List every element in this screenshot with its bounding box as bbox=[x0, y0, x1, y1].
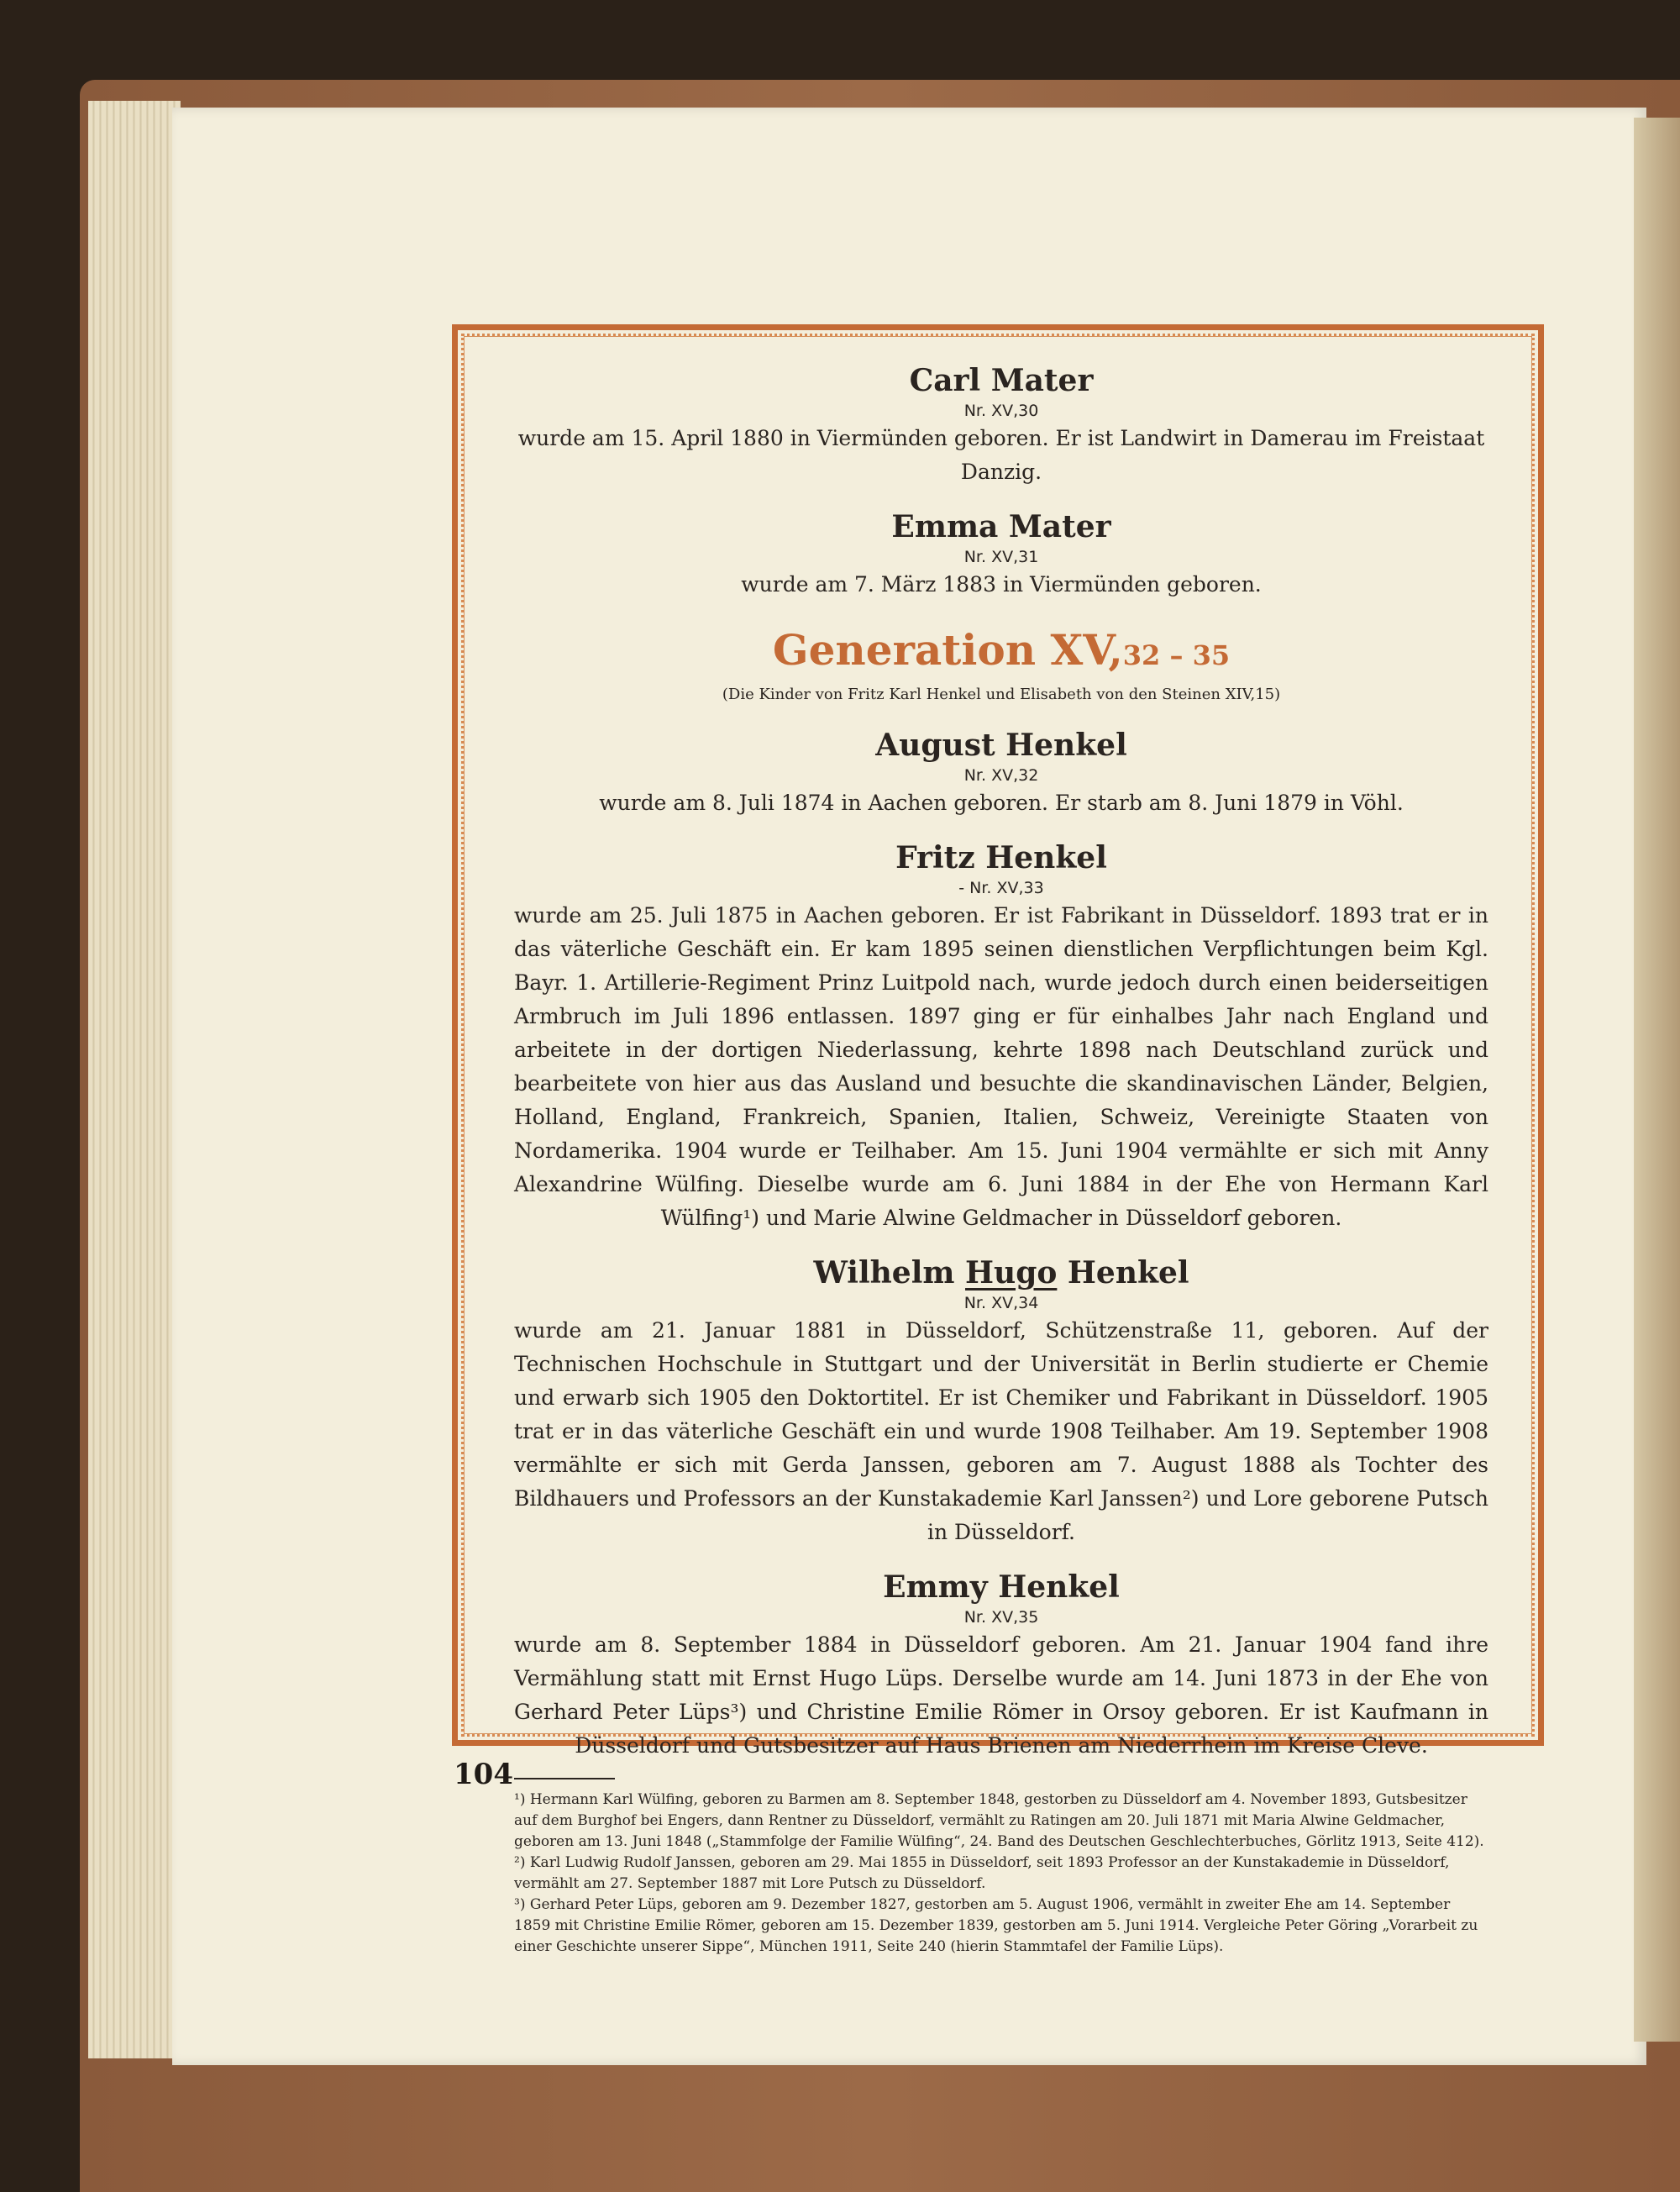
page-gutter bbox=[1634, 118, 1680, 2042]
entry-name: Carl Mater bbox=[909, 363, 1094, 398]
entry-number: Nr. XV,31 bbox=[963, 548, 1039, 566]
footnote-mark: ¹) bbox=[514, 1791, 526, 1808]
generation-heading bbox=[514, 623, 1488, 682]
footnote-mark: ³) bbox=[514, 1896, 526, 1913]
entry-text: wurde am 8. Juli 1874 in Aachen geboren. Er starb am 8. Juni 1879 in Vöhl. bbox=[599, 791, 1404, 815]
footnote bbox=[514, 1895, 1488, 1958]
entry-text: wurde am 15. April 1880 in Viermünden geboren. Er ist Landwirt in Damerau im Freistaat Danzig. bbox=[517, 426, 1485, 484]
entry-name: Fritz Henkel bbox=[895, 840, 1107, 875]
entry-name-first: Wilhelm bbox=[813, 1255, 965, 1290]
footnote bbox=[514, 1790, 1488, 1853]
footnote-text: Karl Ludwig Rudolf Janssen, geboren am 29. Mai 1855 in Düsseldorf, seit 1893 Professor an der Kunstakademie in Düsseldorf, vermählt am 27. September 1887 mit Lore Putsch zu Düsseldorf. bbox=[514, 1854, 1450, 1892]
entry-name-underlined: Hugo bbox=[965, 1255, 1058, 1290]
entry-number: Nr. XV,34 bbox=[963, 1294, 1039, 1312]
entry-text: wurde am 7. März 1883 in Viermünden geboren. bbox=[741, 572, 1262, 597]
footnote bbox=[514, 1853, 1488, 1895]
entry-name: August Henkel bbox=[875, 728, 1127, 763]
entry-name bbox=[514, 1254, 1488, 1292]
entry-number: Nr. XV,30 bbox=[963, 402, 1039, 420]
generation-title: Generation XV, bbox=[772, 625, 1123, 675]
entry-number: - Nr. XV,33 bbox=[958, 879, 1044, 897]
entry-text: wurde am 25. Juli 1875 in Aachen geboren. Er ist Fabrikant in Düsseldorf. 1893 trat er in das väterliche Geschäft ein. Er kam 1895 seinen dienstlichen Verpflichtungen beim Kgl. Bayr. 1. Artillerie-Regiment Prinz Luitpold nach, wurde jedoch durch einen beiderseitigen Armbruch im Juli 1896 entlassen. 1897 ging er für einhalbes Jahr nach England und arbeitete in der dortigen Niederlassung, kehrte 1898 nach Deutschland zurück und bearbeitete von hier aus das Ausland und besuchte die skandinavischen Länder, Belgien, Holland, England, Frankreich, Spanien, Italien, Schweiz, Vereinigte Staaten von Nordamerika. 1904 wurde er Teilhaber. Am 15. Juni 1904 vermählte er sich mit Anny Alexandrine Wülfing. Dieselbe wurde am 6. Juni 1884 in der Ehe von Hermann Karl Wülfing¹) und Marie Alwine Geldmacher in Düsseldorf geboren. bbox=[514, 903, 1488, 1230]
page-stack-edges bbox=[88, 101, 181, 2058]
entry-text: wurde am 8. September 1884 in Düsseldorf geboren. Am 21. Januar 1904 fand ihre Vermählung statt mit Ernst Hugo Lüps. Derselbe wurde am 14. Juni 1873 in der Ehe von Gerhard Peter Lüps³) und Christine Emilie Römer in Orsoy geboren. Er ist Kaufmann in Düsseldorf und Gutsbesitzer auf Haus Brienen am Niederrhein im Kreise Cleve. bbox=[514, 1632, 1488, 1758]
entry-name: Emmy Henkel bbox=[883, 1569, 1120, 1605]
entry-name-last: Henkel bbox=[1057, 1255, 1189, 1290]
entry-text: wurde am 21. Januar 1881 in Düsseldorf, Schützenstraße 11, geboren. Auf der Technischen Hochschule in Stuttgart und der Universität in Berlin studierte er Chemie und erwarb sich 1905 den Doktortitel. Er ist Chemiker und Fabrikant in Düsseldorf. 1905 trat er in das väterliche Geschäft ein und wurde 1908 Teilhaber. Am 19. September 1908 vermählte er sich mit Gerda Janssen, geboren am 7. August 1888 als Tochter des Bildhauers und Professors an der Kunstakademie Karl Janssen²) und Lore geborene Putsch in Düsseldorf. bbox=[514, 1318, 1488, 1544]
page-content bbox=[514, 361, 1488, 1958]
generation-range: 32 – 35 bbox=[1122, 639, 1231, 671]
page-number: 104 bbox=[454, 1758, 513, 1791]
footnote-text: Gerhard Peter Lüps, geboren am 9. Dezember 1827, gestorben am 5. August 1906, vermählt in zweiter Ehe am 14. September 1859 mit Christine Emilie Römer, geboren am 15. Dezember 1839, gestorben am 5. Juni 1914. Vergleiche Peter Göring „Vorarbeit zu einer Geschichte unserer Sippe“, München 1911, Seite 240 (hierin Stammtafel der Familie Lüps). bbox=[514, 1896, 1478, 1955]
footnote-text: Hermann Karl Wülfing, geboren zu Barmen am 8. September 1848, gestorben zu Düsseldorf am 4. November 1893, Gutsbesitzer auf dem Burghof bei Engers, dann Rentner zu Düsseldorf, vermählt zu Ratingen am 20. Juli 1871 mit Maria Alwine Geldmacher, geboren am 13. Juni 1848 („Stammfolge der Familie Wülfing“, 24. Band des Deutschen Geschlechterbuches, Görlitz 1913, Seite 412). bbox=[514, 1791, 1484, 1850]
footnote-rule bbox=[514, 1778, 615, 1779]
footnote-mark: ²) bbox=[514, 1854, 526, 1871]
entry-number: Nr. XV,32 bbox=[963, 766, 1039, 785]
entry-number: Nr. XV,35 bbox=[963, 1608, 1039, 1627]
generation-note: (Die Kinder von Fritz Karl Henkel und Elisabeth von den Steinen XIV,15) bbox=[722, 686, 1281, 703]
entry-name: Emma Mater bbox=[891, 509, 1111, 544]
